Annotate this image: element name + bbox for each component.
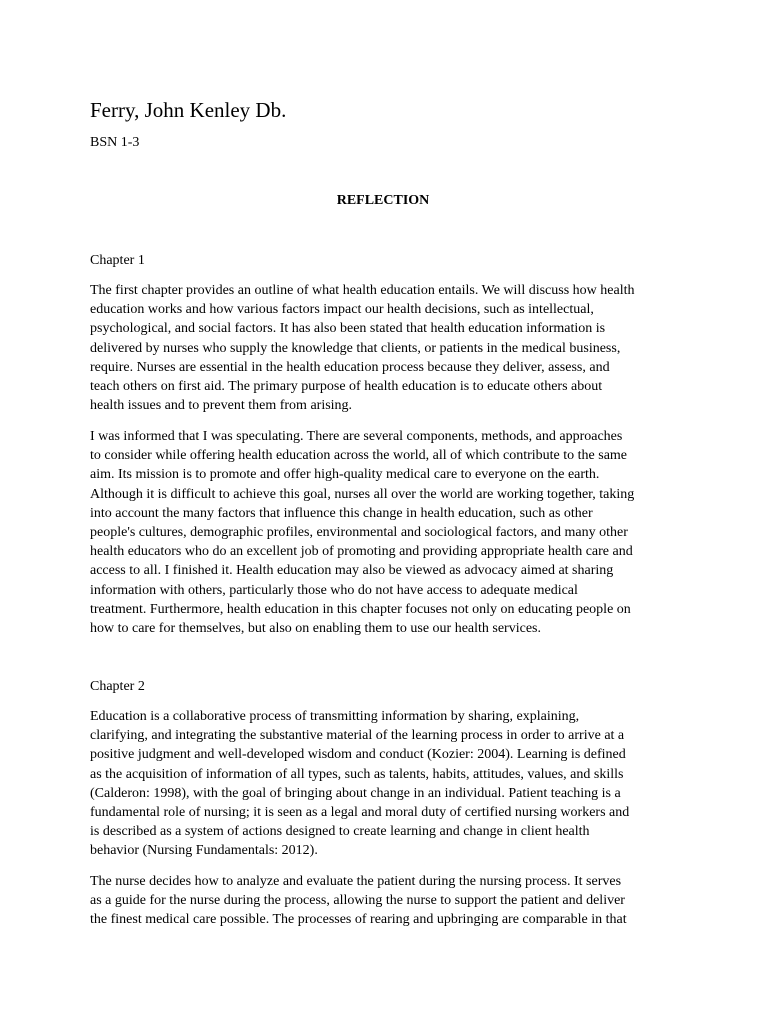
text-line: into account the many factors that influence this change in health education, such as other <box>90 505 593 521</box>
chapter-2-paragraph-2 <box>90 872 686 930</box>
text-line: treatment. Furthermore, health education in this chapter focuses not only on educating people on <box>90 601 631 617</box>
text-line: delivered by nurses who supply the knowledge that clients, or patients in the medical business, <box>90 340 621 356</box>
text-line: The first chapter provides an outline of what health education entails. We will discuss how health <box>90 283 635 298</box>
text-line: is described as a system of actions designed to create learning and change in client health <box>90 824 590 840</box>
chapter-2-paragraph-1 <box>90 707 686 861</box>
text-line: The nurse decides how to analyze and evaluate the patient during the nursing process. It serves <box>90 874 622 889</box>
text-line: how to care for themselves, but also on enabling them to use our health services. <box>90 621 541 637</box>
text-line: Although it is difficult to achieve this goal, nurses all over the world are working together, taking <box>90 486 635 502</box>
text-line: health issues and to prevent them from arising. <box>90 398 353 414</box>
text-line: health educators who do an excellent job of promoting and providing appropriate health care and <box>90 544 633 560</box>
document-title: REFLECTION <box>336 193 430 208</box>
chapter-2-heading: Chapter 2 <box>90 679 145 694</box>
text-line: as a guide for the nurse during the process, allowing the nurse to support the patient and deliver <box>90 893 625 909</box>
text-line: fundamental role of nursing; it is seen as a legal and moral duty of certified nursing workers and <box>90 805 630 821</box>
text-line: aim. Its mission is to promote and offer high-quality medical care to everyone on the earth. <box>90 467 600 483</box>
text-line: as the acquisition of information of all types, such as talents, habits, attitudes, values, and skills <box>90 766 624 782</box>
text-line: I was informed that I was speculating. There are several components, methods, and approaches <box>90 429 623 444</box>
text-line: Education is a collaborative process of transmitting information by sharing, explaining, <box>90 709 580 724</box>
author-name: Ferry, John Kenley Db. <box>90 98 287 122</box>
text-line: teach others on first aid. The primary purpose of health education is to educate others about <box>90 379 603 395</box>
text-line: psychological, and social factors. It has also been stated that health education information is <box>90 321 606 337</box>
text-line: (Calderon: 1998), with the goal of bringing about change in an individual. Patient teaching is a <box>90 785 621 801</box>
text-line: to consider while offering health education across the world, all of which contribute to the same <box>90 448 628 464</box>
text-line: access to all. I finished it. Health education may also be viewed as advocacy aimed at sharing <box>90 563 614 579</box>
text-line: information with others, particularly those who do not have access to adequate medical <box>90 582 578 598</box>
text-line: the finest medical care possible. The processes of rearing and upbringing are comparable in that <box>90 912 627 928</box>
text-line: behavior (Nursing Fundamentals: 2012). <box>90 843 318 859</box>
course-section: BSN 1-3 <box>90 135 140 150</box>
chapter-1-paragraph-2 <box>90 427 686 638</box>
text-line: positive judgment and well-developed wisdom and conduct (Kozier: 2004). Learning is defined <box>90 747 626 763</box>
text-line: clarifying, and integrating the substantive material of the learning process in order to arrive at a <box>90 728 625 744</box>
chapter-1-paragraph-1 <box>90 281 686 415</box>
text-line: education works and how various factors impact our health decisions, such as intellectual, <box>90 302 594 318</box>
text-line: require. Nurses are essential in the health education process because they deliver, assess, and <box>90 359 610 375</box>
text-line: people's cultures, demographic profiles, environmental and sociological factors, and many other <box>90 525 628 541</box>
chapter-1-heading: Chapter 1 <box>90 253 145 268</box>
